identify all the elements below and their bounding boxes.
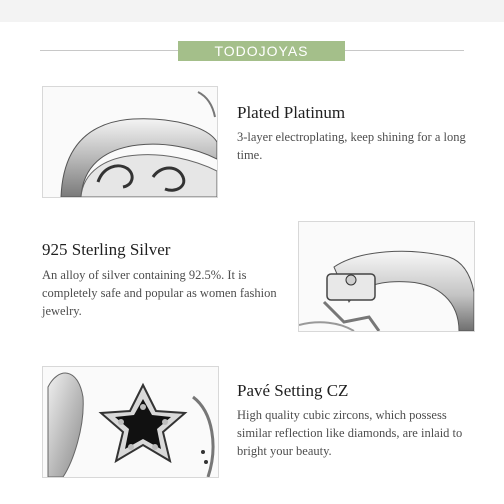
top-strip xyxy=(0,0,504,22)
header-divider-right xyxy=(345,50,464,51)
feature-desc-pave-setting: High quality cubic zircons, which possess similar reflection like diamonds, are inlaid to bright your beauty. xyxy=(237,408,463,458)
feature-title-sterling-silver: 925 Sterling Silver xyxy=(42,240,171,259)
pave-setting-photo xyxy=(42,366,219,478)
plated-platinum-photo xyxy=(42,86,218,198)
feature-desc-plated-platinum: 3-layer electroplating, keep shining for a long time. xyxy=(237,130,466,162)
brand-banner: TODOJOYAS xyxy=(178,41,345,61)
feature-desc-sterling-silver: An alloy of silver containing 92.5%. It is completely safe and popular as women fashion jewelry. xyxy=(42,268,277,318)
feature-title-pave-setting: Pavé Setting CZ xyxy=(237,381,349,400)
header-divider-left xyxy=(40,50,178,51)
sterling-silver-photo xyxy=(298,221,475,332)
feature-title-plated-platinum: Plated Platinum xyxy=(237,103,346,122)
